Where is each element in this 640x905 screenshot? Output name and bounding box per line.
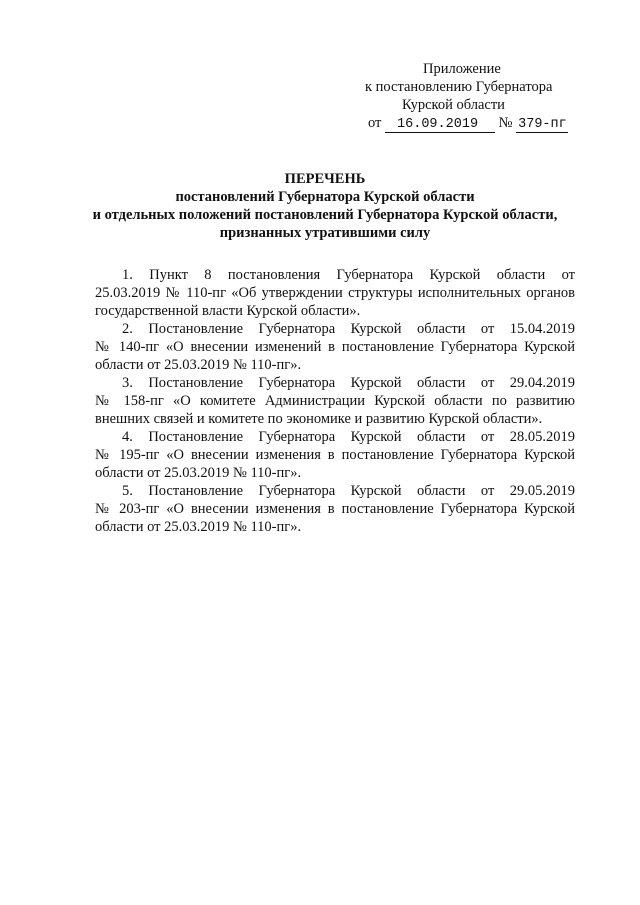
number-prefix: № <box>498 115 513 131</box>
decree-list <box>95 266 575 536</box>
title-line-3: и отдельных положений постановлений Губернатора Курской области, <box>92 207 558 223</box>
list-item-line: № 195-пг «О внесении изменения в постановление Губернатора Курской <box>95 447 575 463</box>
list-item <box>95 374 575 428</box>
document-title <box>70 170 580 242</box>
list-item-line: внешних связей и комитете по экономике и развитию Курской области». <box>95 411 543 427</box>
list-item-first-line: 2. Постановление Губернатора Курской области от 15.04.2019 <box>122 321 575 337</box>
title-line-2: постановлений Губернатора Курской области <box>175 189 475 205</box>
list-item-first-line: 3. Постановление Губернатора Курской области от 29.04.2019 <box>122 375 575 391</box>
appendix-label: Приложение <box>423 61 501 77</box>
list-item-line: области от 25.03.2019 № 110-пг». <box>95 465 302 481</box>
date-prefix: от <box>368 115 382 131</box>
list-item-line: государственной власти Курской области». <box>95 303 361 319</box>
appendix-header <box>340 60 580 133</box>
list-item <box>95 266 575 320</box>
decree-number: 379-пг <box>518 117 567 132</box>
appendix-region: Курской области <box>402 97 505 113</box>
list-item <box>95 428 575 482</box>
list-item-line: области от 25.03.2019 № 110-пг». <box>95 357 302 373</box>
list-item-first-line: 1. Пункт 8 постановления Губернатора Курской области от <box>122 267 575 283</box>
list-item-first-line: 4. Постановление Губернатора Курской области от 28.05.2019 <box>122 429 575 445</box>
list-item-line: № 140-пг «О внесении изменений в постановление Губернатора Курской <box>95 339 575 355</box>
title-heading: ПЕРЕЧЕНЬ <box>284 171 366 187</box>
title-line-4: признанных утратившими силу <box>219 225 431 241</box>
list-item-line: области от 25.03.2019 № 110-пг». <box>95 519 302 535</box>
appendix-reference: к постановлению Губернатора <box>365 79 553 95</box>
list-item-line: № 203-пг «О внесении изменения в постановление Губернатора Курской <box>95 501 575 517</box>
appendix-date-number-line <box>340 114 580 133</box>
list-item-line: № 158-пг «О комитете Администрации Курской области по развитию <box>95 393 575 409</box>
decree-date: 16.09.2019 <box>385 117 495 133</box>
list-item <box>95 482 575 536</box>
list-item-line: 25.03.2019 № 110-пг «Об утверждении структуры исполнительных органов <box>95 285 575 301</box>
list-item-first-line: 5. Постановление Губернатора Курской области от 29.05.2019 <box>122 483 575 499</box>
list-item <box>95 320 575 374</box>
